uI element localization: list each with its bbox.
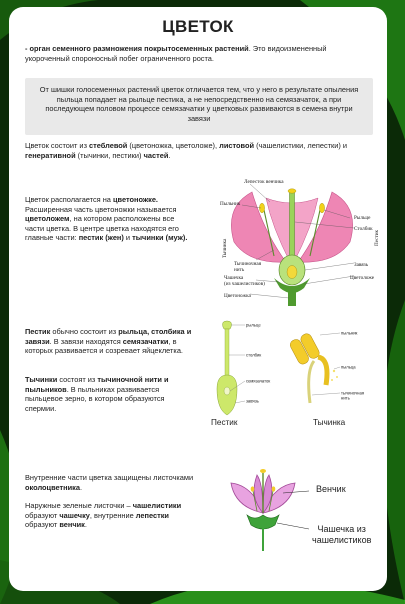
brand-logo: БИОЛОГИЯ с Мариной Брейн bbox=[18, 565, 80, 583]
pistil-diagram bbox=[205, 319, 277, 423]
parts-paragraph: Цветок состоит из стеблевой (цветоножка, цветоложе), листовой (чашелистики, лепестки) и генеративной (тычинки, пестики) частей. bbox=[25, 141, 348, 160]
caption-pistil: Пестик bbox=[211, 418, 238, 427]
label-style-small: столбик bbox=[246, 352, 262, 358]
label-corolla: Венчик bbox=[316, 484, 346, 494]
pistil-paragraph: Пестик обычно состоит из рыльца, столбика и завязи. В завязи находятся семязачатки, в которых развивается и созревает яйцеклетка. bbox=[25, 327, 192, 356]
perianth-paragraph-2: Наружные зеленые листочки – чашелистики образуют чашечку, внутренние лепестки образуют венчик. bbox=[25, 501, 182, 530]
stamen-paragraph: Тычинки состоят из тычиночной нити и пыльников. В пыльниках развивается пыльцевое зерно, в котором образуются спермии. bbox=[25, 375, 169, 413]
simple-flower-diagram bbox=[217, 461, 309, 553]
label-filament-small: тычиночная bbox=[341, 390, 365, 396]
label-pollen: пыльца bbox=[341, 364, 356, 370]
label-calyx-small: Чашечка из чашелистиков bbox=[312, 524, 372, 545]
pedicel-paragraph: Цветок располагается на цветоножке. Расширенная часть цветоножки называется цветоложем, на котором расположены все части цветка. В центре цветка находятся его главные части: пестик (жен) и тычинки (муж). bbox=[25, 195, 188, 243]
label-ovary: Завязь bbox=[354, 262, 369, 268]
perianth-paragraph-1: Внутренние части цветка защищены листочками околоцветника. bbox=[25, 473, 194, 492]
label-ovule: семязачаток bbox=[246, 378, 271, 384]
gymnosperm-note-box: От шишки голосеменных растений цветок отличается тем, что у него в результате опыления пыльца попадает на рыльце пестика, а не непосредственно на семязачаток, а при последующем половом процессе семязачатки у цветковых развиваются в семена внутри завязи bbox=[25, 78, 373, 135]
label-stigma-small: рыльце bbox=[246, 322, 261, 328]
intro-paragraph: - орган семенного размножения покрытосеменных растений. Это видоизмененный укороченный спороносный побег ограниченного роста. bbox=[25, 44, 327, 63]
label-ovary-small: завязь bbox=[246, 398, 259, 404]
label-filament-2: нить bbox=[234, 267, 245, 273]
label-stigma: Рыльце bbox=[354, 215, 371, 221]
label-sepals: (из чашелистиков) bbox=[224, 281, 265, 287]
label-anther-small: пыльник bbox=[341, 330, 358, 336]
caption-stamen: Тычинка bbox=[313, 418, 346, 427]
label-petal: Лепесток венчика bbox=[244, 179, 284, 185]
stamen-diagram bbox=[284, 325, 376, 411]
flower-diagram bbox=[204, 172, 384, 307]
label-receptacle: Цветоложе bbox=[350, 275, 375, 281]
page-title: ЦВЕТОК bbox=[162, 17, 234, 36]
label-style: Столбик bbox=[354, 226, 373, 232]
label-pistil: Пестик bbox=[374, 229, 380, 246]
label-stamen: Тычинка bbox=[222, 238, 228, 258]
label-filament: Тычиночная bbox=[234, 261, 262, 267]
label-anther: Пыльник bbox=[220, 201, 241, 207]
content-card bbox=[9, 7, 387, 591]
label-calyx: Чашечка bbox=[224, 275, 244, 281]
label-filament-small-2: нить bbox=[341, 395, 350, 401]
label-pedicel: Цветоножка bbox=[224, 293, 251, 299]
